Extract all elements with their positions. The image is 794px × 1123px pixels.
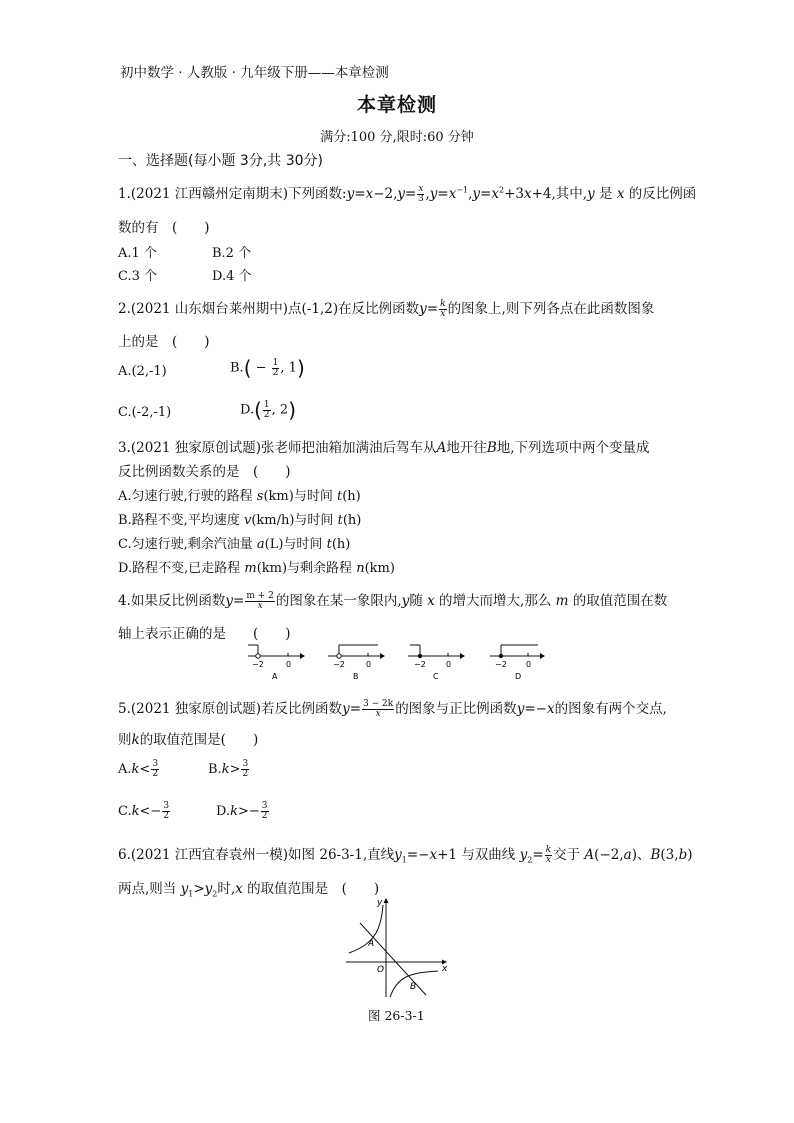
q1-option-d: D.4 个 [212,269,252,284]
svg-text:0: 0 [366,660,372,669]
q2-option-b: B.( − $\frac{1}{2}$ , 1) [230,356,305,380]
question-5-line-2: 则k的取值范围是( ) [118,732,259,748]
label-a: A [368,939,375,949]
page-header: 初中数学 · 人教版 · 九年级下册——本章检测 [120,65,389,81]
q2-option-a: A.(2,-1) [118,364,167,379]
question-4-line-2: 轴上表示正确的是 ( ) [118,626,291,642]
svg-text:A: A [272,672,278,681]
question-2-line-2: 上的是 ( ) [118,334,210,350]
question-1-line-1: 1.(2021 江西赣州定南期末)下列函数:y=x−2,y= $\frac{x}{3}$ $,y=x^{-1},y=x^2+3x+4$,其中,y 是 x 的反比例函 [118,184,697,204]
question-6-line-1: 6.(2021 江西宜春袁州一模)如图 26-3-1,直线$y_1=-x+1$ 与双曲线 $y_2=$ $\frac{k}{x}$ 交于 A(−2,a)、B(3,b) [118,845,693,865]
label-b: B [410,982,417,992]
y-axis-arrow [384,898,389,903]
svg-text:−2: −2 [414,660,426,669]
number-line-c [408,645,465,681]
number-line-b [328,645,385,681]
figure-caption: 图 26-3-1 [368,1008,425,1023]
question-2-line-1: 2.(2021 山东烟台莱州期中)点(-1,2)在反比例函数y= $\frac{k}{x}$ 的图象上,则下列各点在此函数图象 [118,299,655,319]
q3-option-d: D.路程不变,已走路程 m(km)与剩余路程 n(km) [118,561,395,576]
q6-figure [340,893,455,1003]
svg-text:C: C [433,672,439,681]
label-y: y [377,898,383,908]
svg-text:D: D [515,672,522,681]
question-3-line-2: 反比例函数关系的是 ( ) [118,464,291,480]
q3-option-b: B.路程不变,平均速度 v(km/h)与时间 t(h) [118,513,362,528]
label-x: x [442,964,448,974]
section-heading: 一、选择题(每小题 3分,共 30分) [118,153,323,169]
page-title: 本章检测 [356,94,437,116]
svg-text:−2: −2 [495,660,507,669]
q3-option-c: C.匀速行驶,剩余汽油量 a(L)与时间 t(h) [118,537,351,552]
svg-text:B: B [353,672,359,681]
q1-option-b: B.2 个 [212,246,252,261]
q1-option-c: C.3 个 [118,269,158,284]
q5-option-b: B.k> $\frac{3}{2}$ [208,759,249,779]
question-6-line-2: 两点,则当 $y_1>y_2$时,x 的取值范围是 ( ) [118,881,380,899]
q5-option-a: A.k< $\frac{3}{2}$ [118,759,159,779]
svg-text:0: 0 [526,660,532,669]
q4-number-lines [240,642,550,682]
number-line-a [248,645,305,681]
question-4-line-1: 4.如果反比例函数y= $\frac{m + 2}{x}$ 的图象在某一象限内,y随 x 的增大而增大,那么 m 的取值范围在数 [118,591,668,611]
q1-option-a: A.1 个 [118,246,157,261]
svg-text:−2: −2 [333,660,345,669]
label-origin: O [377,965,385,975]
q2-option-d: D.( $\frac{1}{2}$ , 2) [240,398,296,422]
number-line-d [490,645,545,681]
question-1-line-2: 数的有 ( ) [118,220,210,236]
q3-option-a: A.匀速行驶,行驶的路程 s(km)与时间 t(h) [118,489,361,504]
question-5-line-1: 5.(2021 独家原创试题)若反比例函数y= $\frac{3 - 2k}{x}$ 的图象与正比例函数y=−x的图象有两个交点, [118,699,667,719]
svg-text:−2: −2 [252,660,264,669]
svg-text:0: 0 [446,660,452,669]
svg-text:0: 0 [286,660,292,669]
q2-option-c: C.(-2,-1) [118,405,172,420]
q5-option-d: D.k>− $\frac{3}{2}$ [216,801,268,821]
exam-meta: 满分:100 分,限时:60 分钟 [320,130,474,145]
q5-option-c: C.k<− $\frac{3}{2}$ [118,801,170,821]
question-3-line-1: 3.(2021 独家原创试题)张老师把油箱加满油后驾车从A地开往B地,下列选项中两个变量成 [118,440,650,456]
